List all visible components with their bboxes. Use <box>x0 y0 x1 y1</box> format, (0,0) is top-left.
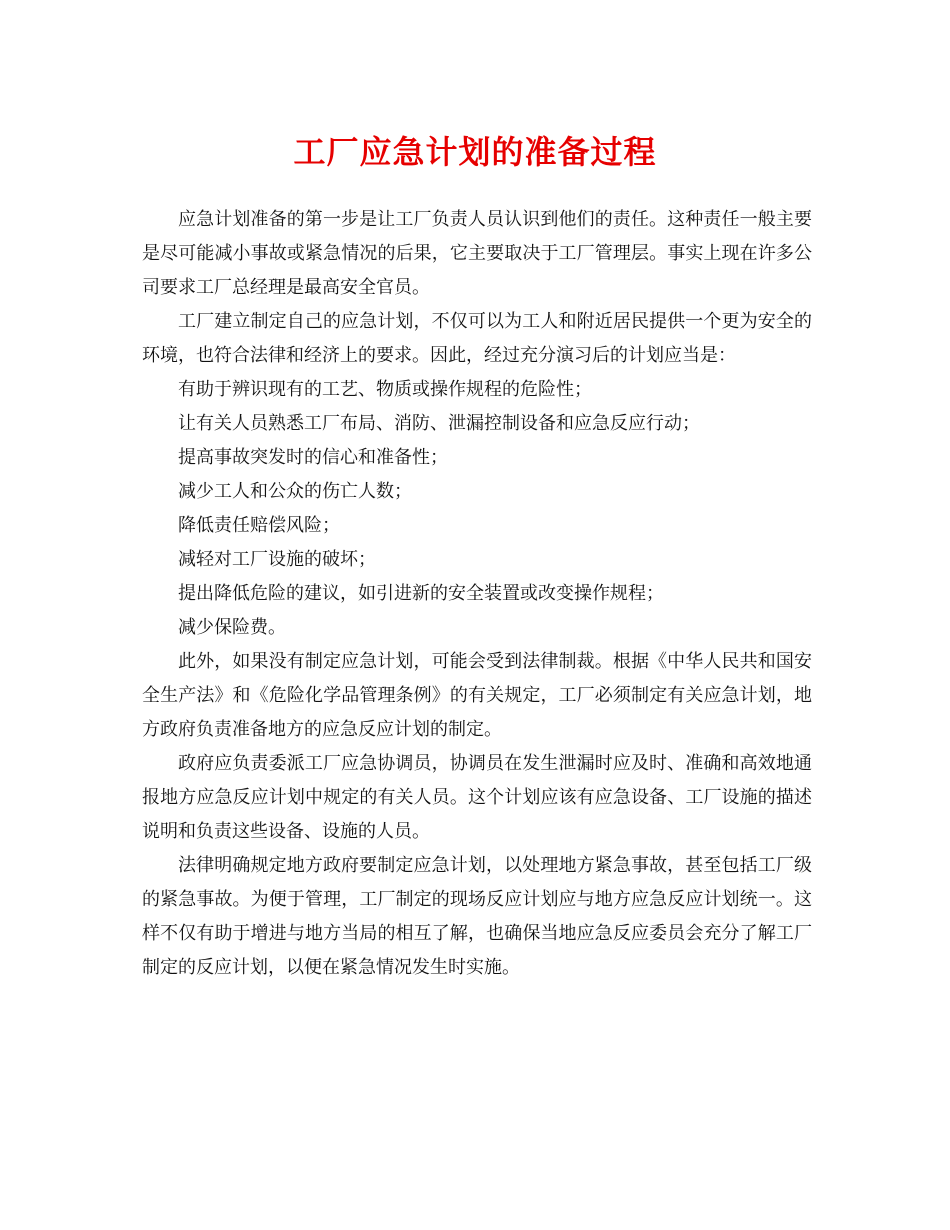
document-body <box>142 203 812 985</box>
list-item: 提出降低危险的建议，如引进新的安全装置或改变操作规程； <box>178 583 664 604</box>
paragraph-legal: 此外，如果没有制定应急计划，可能会受到法律制裁。根据《中华人民共和国安全生产法》和《危险化学品管理条例》的有关规定，工厂必须制定有关应急计划，地方政府负责准备地方的应急反应计划的制定。 <box>142 651 812 740</box>
list-item: 降低责任赔偿风险； <box>178 515 340 536</box>
paragraph-intro: 应急计划准备的第一步是让工厂负责人员认识到他们的责任。这种责任一般主要是尽可能减小事故或紧急情况的后果，它主要取决于工厂管理层。事实上现在许多公司要求工厂总经理是最高安全官员。 <box>142 209 812 298</box>
paragraph-local-plan: 法律明确规定地方政府要制定应急计划，以处理地方紧急事故，甚至包括工厂级的紧急事故。为便于管理，工厂制定的现场反应计划应与地方应急反应计划统一。这样不仅有助于增进与地方当局的相互了解，也确保当地应急反应委员会充分了解工厂制定的反应计划，以便在紧急情况发生时实施。 <box>142 855 812 978</box>
list-item: 让有关人员熟悉工厂布局、消防、泄漏控制设备和应急反应行动； <box>178 413 700 434</box>
paragraph-coordinator: 政府应负责委派工厂应急协调员，协调员在发生泄漏时应及时、准确和高效地通报地方应急反应计划中规定的有关人员。这个计划应该有应急设备、工厂设施的描述说明和负责这些设备、设施的人员。 <box>142 753 812 842</box>
list-item: 有助于辨识现有的工艺、物质或操作规程的危险性； <box>178 379 592 400</box>
list-item: 提高事故突发时的信心和准备性； <box>178 447 448 468</box>
paragraph-plan-benefits: 工厂建立制定自己的应急计划，不仅可以为工人和附近居民提供一个更为安全的环境，也符合法律和经济上的要求。因此，经过充分演习后的计划应当是： <box>142 311 812 366</box>
list-item: 减少保险费。 <box>178 617 286 638</box>
document-title: 工厂应急计划的准备过程 <box>293 133 657 171</box>
list-item: 减少工人和公众的伤亡人数； <box>178 481 412 502</box>
list-item: 减轻对工厂设施的破坏； <box>178 549 376 570</box>
